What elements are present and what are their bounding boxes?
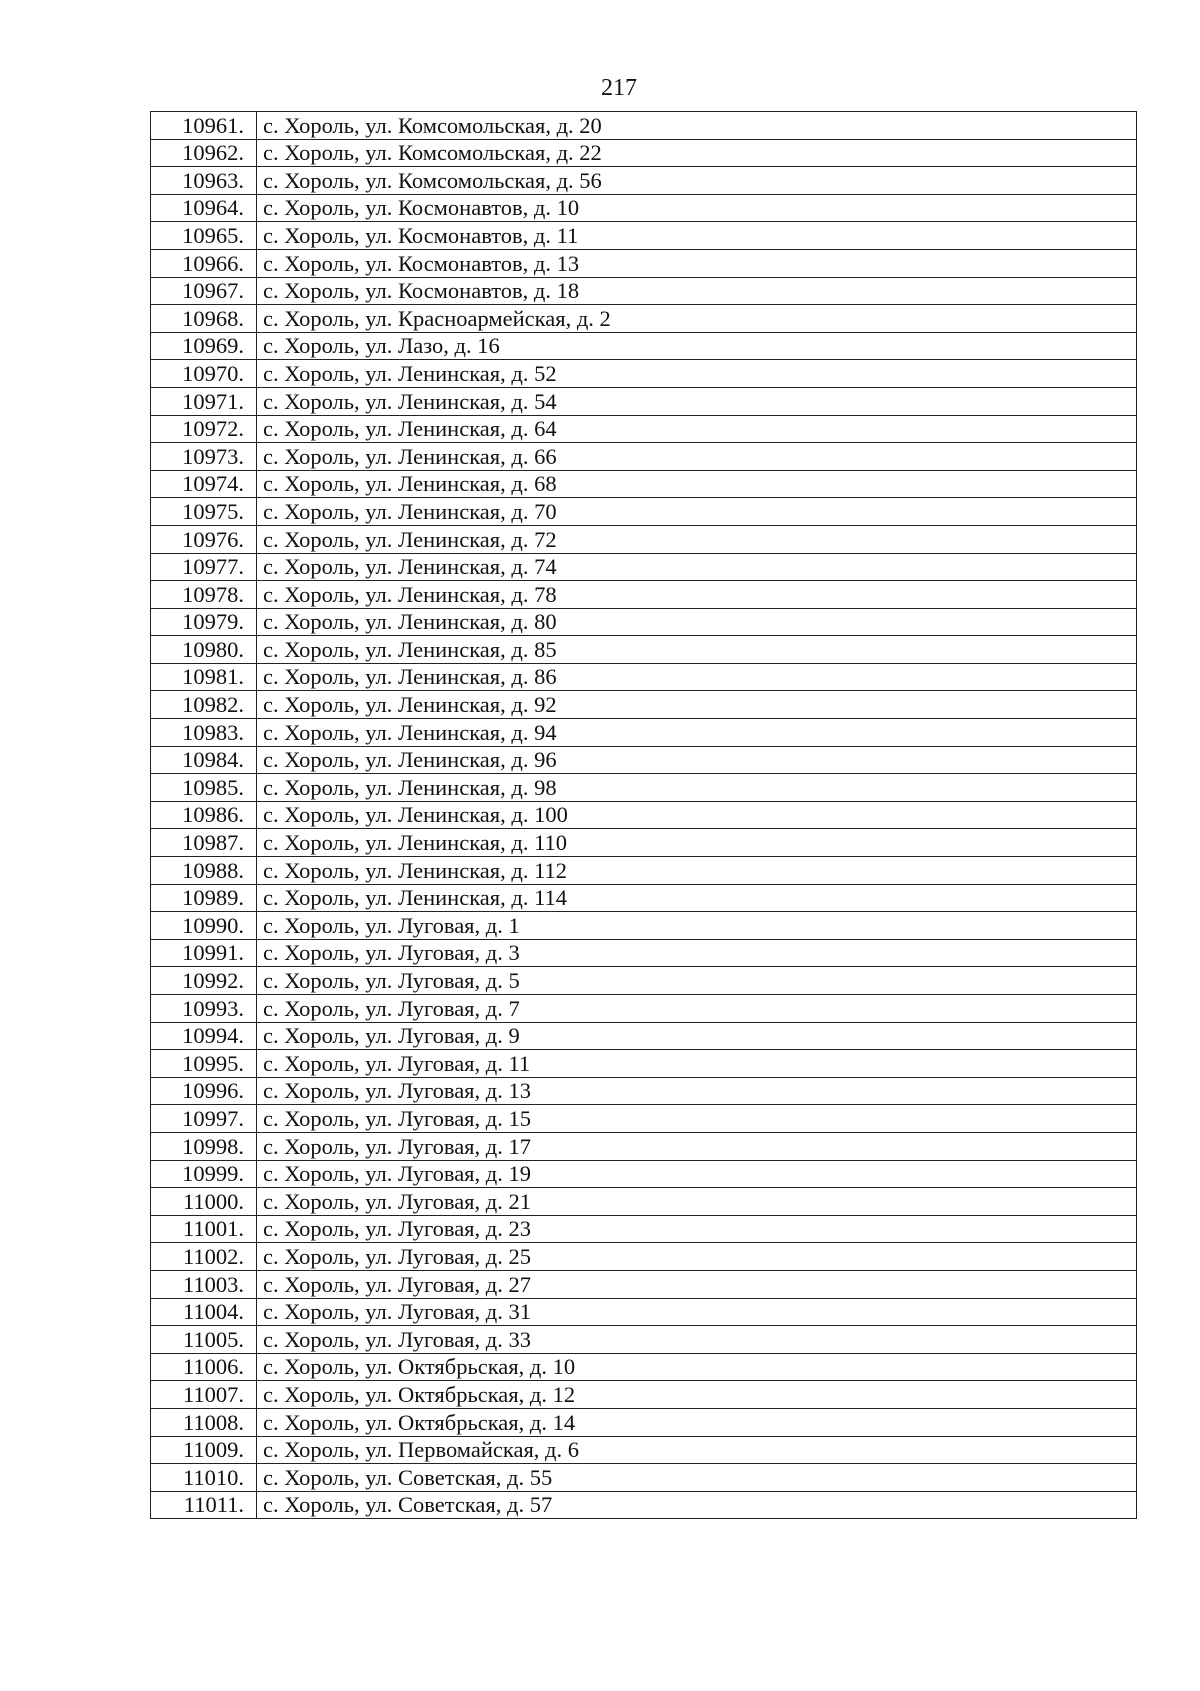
- row-number-cell: 10963.: [151, 167, 257, 195]
- row-number-cell: 11011.: [151, 1491, 257, 1519]
- address-cell: с. Хороль, ул. Луговая, д. 27: [257, 1270, 1137, 1298]
- row-number-cell: 10993.: [151, 995, 257, 1023]
- row-number-cell: 11009.: [151, 1436, 257, 1464]
- row-number-cell: 11002.: [151, 1243, 257, 1271]
- row-number-cell: 10969.: [151, 332, 257, 360]
- table-row: [151, 1464, 1137, 1492]
- row-number-cell: 10966.: [151, 249, 257, 277]
- row-number-cell: 10985.: [151, 774, 257, 802]
- table-row: [151, 663, 1137, 691]
- table-row: [151, 1050, 1137, 1078]
- row-number-cell: 11000.: [151, 1188, 257, 1216]
- row-number-cell: 10989.: [151, 884, 257, 912]
- row-number-cell: 10976.: [151, 525, 257, 553]
- address-cell: с. Хороль, ул. Советская, д. 57: [257, 1491, 1137, 1519]
- table-row: [151, 1353, 1137, 1381]
- table-row: [151, 1132, 1137, 1160]
- row-number-cell: 10970.: [151, 360, 257, 388]
- table-row: [151, 1022, 1137, 1050]
- table-row: [151, 1436, 1137, 1464]
- row-number-cell: 10988.: [151, 857, 257, 885]
- table-row: [151, 470, 1137, 498]
- address-cell: с. Хороль, ул. Луговая, д. 17: [257, 1132, 1137, 1160]
- table-row: [151, 829, 1137, 857]
- table-row: [151, 222, 1137, 250]
- table-row: [151, 1188, 1137, 1216]
- row-number-cell: 11007.: [151, 1381, 257, 1409]
- table-row: [151, 1215, 1137, 1243]
- address-cell: с. Хороль, ул. Октябрьская, д. 12: [257, 1381, 1137, 1409]
- row-number-cell: 10982.: [151, 691, 257, 719]
- table-row: [151, 1270, 1137, 1298]
- table-row: [151, 1243, 1137, 1271]
- address-cell: с. Хороль, ул. Луговая, д. 23: [257, 1215, 1137, 1243]
- row-number-cell: 10978.: [151, 581, 257, 609]
- address-cell: с. Хороль, ул. Луговая, д. 21: [257, 1188, 1137, 1216]
- table-row: [151, 1491, 1137, 1519]
- table-row: [151, 525, 1137, 553]
- table-row: [151, 1160, 1137, 1188]
- address-cell: с. Хороль, ул. Космонавтов, д. 11: [257, 222, 1137, 250]
- table-row: [151, 719, 1137, 747]
- row-number-cell: 11001.: [151, 1215, 257, 1243]
- row-number-cell: 11003.: [151, 1270, 257, 1298]
- row-number-cell: 10964.: [151, 194, 257, 222]
- address-cell: с. Хороль, ул. Луговая, д. 9: [257, 1022, 1137, 1050]
- row-number-cell: 10962.: [151, 139, 257, 167]
- table-row: [151, 332, 1137, 360]
- row-number-cell: 10997.: [151, 1105, 257, 1133]
- address-cell: с. Хороль, ул. Ленинская, д. 110: [257, 829, 1137, 857]
- table-row: [151, 746, 1137, 774]
- address-cell: с. Хороль, ул. Космонавтов, д. 18: [257, 277, 1137, 305]
- address-cell: с. Хороль, ул. Красноармейская, д. 2: [257, 305, 1137, 333]
- row-number-cell: 10991.: [151, 939, 257, 967]
- address-cell: с. Хороль, ул. Ленинская, д. 64: [257, 415, 1137, 443]
- table-row: [151, 277, 1137, 305]
- address-cell: с. Хороль, ул. Луговая, д. 33: [257, 1326, 1137, 1354]
- row-number-cell: 11006.: [151, 1353, 257, 1381]
- address-cell: с. Хороль, ул. Луговая, д. 13: [257, 1077, 1137, 1105]
- table-row: [151, 801, 1137, 829]
- address-cell: с. Хороль, ул. Комсомольская, д. 22: [257, 139, 1137, 167]
- address-cell: с. Хороль, ул. Луговая, д. 11: [257, 1050, 1137, 1078]
- address-cell: с. Хороль, ул. Космонавтов, д. 13: [257, 249, 1137, 277]
- row-number-cell: 10977.: [151, 553, 257, 581]
- address-cell: с. Хороль, ул. Ленинская, д. 100: [257, 801, 1137, 829]
- table-row: [151, 581, 1137, 609]
- table-row: [151, 884, 1137, 912]
- address-cell: с. Хороль, ул. Ленинская, д. 52: [257, 360, 1137, 388]
- table-row: [151, 249, 1137, 277]
- address-table: [150, 111, 1137, 1519]
- table-row: [151, 1105, 1137, 1133]
- table-row: [151, 1077, 1137, 1105]
- address-cell: с. Хороль, ул. Луговая, д. 19: [257, 1160, 1137, 1188]
- row-number-cell: 10961.: [151, 112, 257, 140]
- address-cell: с. Хороль, ул. Ленинская, д. 66: [257, 443, 1137, 471]
- address-cell: с. Хороль, ул. Луговая, д. 31: [257, 1298, 1137, 1326]
- table-row: [151, 939, 1137, 967]
- address-cell: с. Хороль, ул. Луговая, д. 3: [257, 939, 1137, 967]
- address-cell: с. Хороль, ул. Ленинская, д. 72: [257, 525, 1137, 553]
- row-number-cell: 10996.: [151, 1077, 257, 1105]
- address-cell: с. Хороль, ул. Космонавтов, д. 10: [257, 194, 1137, 222]
- address-cell: с. Хороль, ул. Ленинская, д. 94: [257, 719, 1137, 747]
- page-number: 217: [601, 75, 637, 101]
- row-number-cell: 10979.: [151, 608, 257, 636]
- row-number-cell: 10981.: [151, 663, 257, 691]
- row-number-cell: 10998.: [151, 1132, 257, 1160]
- row-number-cell: 10999.: [151, 1160, 257, 1188]
- table-row: [151, 1298, 1137, 1326]
- row-number-cell: 10973.: [151, 443, 257, 471]
- table-row: [151, 443, 1137, 471]
- address-cell: с. Хороль, ул. Ленинская, д. 85: [257, 636, 1137, 664]
- row-number-cell: 10974.: [151, 470, 257, 498]
- row-number-cell: 10983.: [151, 719, 257, 747]
- address-cell: с. Хороль, ул. Ленинская, д. 54: [257, 387, 1137, 415]
- row-number-cell: 10994.: [151, 1022, 257, 1050]
- address-cell: с. Хороль, ул. Ленинская, д. 98: [257, 774, 1137, 802]
- address-cell: с. Хороль, ул. Луговая, д. 5: [257, 967, 1137, 995]
- address-cell: с. Хороль, ул. Ленинская, д. 96: [257, 746, 1137, 774]
- table-row: [151, 498, 1137, 526]
- address-cell: с. Хороль, ул. Лазо, д. 16: [257, 332, 1137, 360]
- table-row: [151, 912, 1137, 940]
- row-number-cell: 10971.: [151, 387, 257, 415]
- address-cell: с. Хороль, ул. Ленинская, д. 86: [257, 663, 1137, 691]
- address-cell: с. Хороль, ул. Луговая, д. 15: [257, 1105, 1137, 1133]
- address-cell: с. Хороль, ул. Ленинская, д. 92: [257, 691, 1137, 719]
- table-row: [151, 360, 1137, 388]
- table-row: [151, 194, 1137, 222]
- address-cell: с. Хороль, ул. Луговая, д. 7: [257, 995, 1137, 1023]
- row-number-cell: 10987.: [151, 829, 257, 857]
- row-number-cell: 10995.: [151, 1050, 257, 1078]
- table-row: [151, 608, 1137, 636]
- row-number-cell: 10965.: [151, 222, 257, 250]
- address-cell: с. Хороль, ул. Комсомольская, д. 20: [257, 112, 1137, 140]
- address-cell: с. Хороль, ул. Ленинская, д. 78: [257, 581, 1137, 609]
- address-cell: с. Хороль, ул. Ленинская, д. 114: [257, 884, 1137, 912]
- row-number-cell: 10967.: [151, 277, 257, 305]
- table-row: [151, 857, 1137, 885]
- address-cell: с. Хороль, ул. Октябрьская, д. 10: [257, 1353, 1137, 1381]
- row-number-cell: 10990.: [151, 912, 257, 940]
- table-row: [151, 995, 1137, 1023]
- table-row: [151, 1381, 1137, 1409]
- row-number-cell: 10968.: [151, 305, 257, 333]
- address-cell: с. Хороль, ул. Ленинская, д. 80: [257, 608, 1137, 636]
- table-row: [151, 112, 1137, 140]
- row-number-cell: 10975.: [151, 498, 257, 526]
- table-row: [151, 774, 1137, 802]
- table-row: [151, 139, 1137, 167]
- table-row: [151, 691, 1137, 719]
- table-row: [151, 636, 1137, 664]
- address-cell: с. Хороль, ул. Луговая, д. 1: [257, 912, 1137, 940]
- table-row: [151, 167, 1137, 195]
- row-number-cell: 11008.: [151, 1408, 257, 1436]
- address-cell: с. Хороль, ул. Ленинская, д. 68: [257, 470, 1137, 498]
- row-number-cell: 10992.: [151, 967, 257, 995]
- row-number-cell: 11004.: [151, 1298, 257, 1326]
- address-table-body: [151, 112, 1137, 1519]
- table-row: [151, 1408, 1137, 1436]
- address-cell: с. Хороль, ул. Комсомольская, д. 56: [257, 167, 1137, 195]
- row-number-cell: 11005.: [151, 1326, 257, 1354]
- address-cell: с. Хороль, ул. Ленинская, д. 70: [257, 498, 1137, 526]
- address-cell: с. Хороль, ул. Октябрьская, д. 14: [257, 1408, 1137, 1436]
- table-row: [151, 967, 1137, 995]
- row-number-cell: 10972.: [151, 415, 257, 443]
- address-cell: с. Хороль, ул. Ленинская, д. 74: [257, 553, 1137, 581]
- table-row: [151, 305, 1137, 333]
- table-row: [151, 553, 1137, 581]
- table-row: [151, 1326, 1137, 1354]
- row-number-cell: 11010.: [151, 1464, 257, 1492]
- address-cell: с. Хороль, ул. Первомайская, д. 6: [257, 1436, 1137, 1464]
- address-cell: с. Хороль, ул. Советская, д. 55: [257, 1464, 1137, 1492]
- row-number-cell: 10986.: [151, 801, 257, 829]
- table-row: [151, 387, 1137, 415]
- address-cell: с. Хороль, ул. Луговая, д. 25: [257, 1243, 1137, 1271]
- address-cell: с. Хороль, ул. Ленинская, д. 112: [257, 857, 1137, 885]
- row-number-cell: 10984.: [151, 746, 257, 774]
- table-row: [151, 415, 1137, 443]
- row-number-cell: 10980.: [151, 636, 257, 664]
